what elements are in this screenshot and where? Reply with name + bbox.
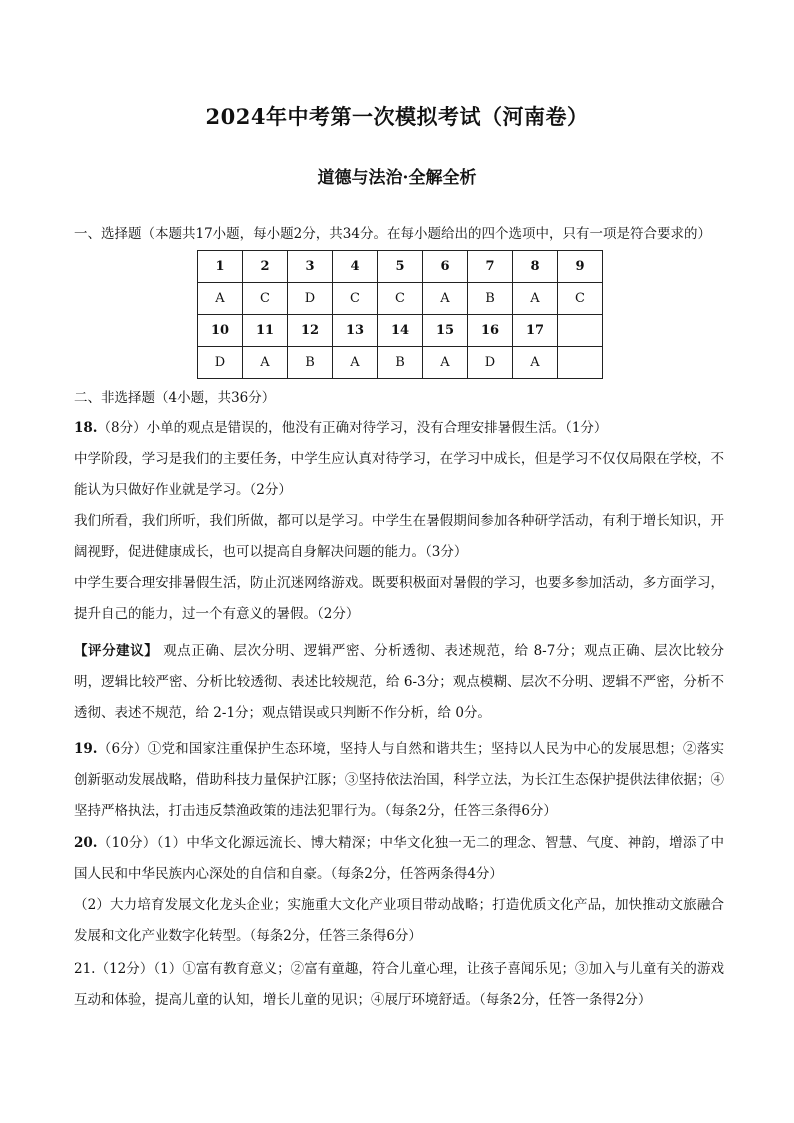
question-20-part-1 bbox=[74, 828, 724, 890]
answer-cell: A bbox=[333, 347, 378, 379]
answer-cell: B bbox=[288, 347, 333, 379]
answer-table-row-numbers-1 bbox=[198, 251, 603, 283]
answer-num: 17 bbox=[513, 315, 558, 347]
scoring-advice-text: 观点正确、层次分明、逻辑严密、分析透彻、表述规范，给 8-7分；观点正确、层次比较分明，逻辑比较严密、分析比较透彻、表述比较规范，给 6-3分；观点模糊、层次不分明、逻辑不严密，分析不透彻、表述不规范，给 2-1分；观点错误或只判断不作分析，给 0分。 bbox=[74, 643, 725, 721]
answer-num: 3 bbox=[288, 251, 333, 283]
section2-heading bbox=[74, 385, 724, 411]
answer-cell: D bbox=[198, 347, 243, 379]
page-title: 2024年中考第一次模拟考试（河南卷） bbox=[205, 104, 589, 129]
question-18-intro-text: （8分）小单的观点是错误的，他没有正确对待学习，没有合理安排暑假生活。（1分） bbox=[97, 420, 608, 436]
answer-cell: A bbox=[198, 283, 243, 315]
answer-num: 13 bbox=[333, 315, 378, 347]
scoring-advice-label: 【评分建议】 bbox=[74, 643, 159, 659]
answer-cell: C bbox=[333, 283, 378, 315]
question-19-number: 19. bbox=[74, 741, 98, 757]
question-18-paragraph-3: 中学生要合理安排暑假生活，防止沉迷网络游戏。既要积极面对暑假的学习，也要多参加活动，多方面学习，提升自己的能力，过一个有意义的暑假。（2分） bbox=[74, 575, 724, 622]
question-19 bbox=[74, 734, 724, 827]
answer-num: 1 bbox=[198, 251, 243, 283]
question-18-paragraph-2: 我们所看，我们所听，我们所做，都可以是学习。中学生在暑假期间参加各种研学活动，有利于增长知识，开阔视野，促进健康成长，也可以提高自身解决问题的能力。（3分） bbox=[74, 513, 724, 560]
answer-num: 10 bbox=[198, 315, 243, 347]
answer-cell: D bbox=[468, 347, 513, 379]
question-21-number: 21. bbox=[74, 961, 96, 977]
question-21 bbox=[74, 954, 724, 1016]
answer-cell: A bbox=[423, 347, 468, 379]
answer-cell: C bbox=[558, 283, 603, 315]
answer-cell: A bbox=[513, 347, 558, 379]
answer-num: 6 bbox=[423, 251, 468, 283]
answer-cell: B bbox=[378, 347, 423, 379]
answer-num: 2 bbox=[243, 251, 288, 283]
question-18-number: 18. bbox=[74, 420, 98, 436]
section1-heading bbox=[74, 221, 724, 247]
section1-heading-text: 一、选择题（本题共17小题，每小题2分，共34分。在每小题给出的四个选项中，只有一项是符合要求的） bbox=[74, 226, 711, 242]
answer-num: 12 bbox=[288, 315, 333, 347]
answer-cell: D bbox=[288, 283, 333, 315]
answer-cell: C bbox=[378, 283, 423, 315]
answer-cell: A bbox=[513, 283, 558, 315]
answer-num-empty bbox=[558, 315, 603, 347]
question-20-part-1-text: （10分）（1）中华文化源远流长、博大精深；中华文化独一无二的理念、智慧、气度、神韵，增添了中国人民和中华民族内心深处的自信和自豪。（每条2分，任答两条得4分） bbox=[74, 835, 724, 882]
answer-num: 15 bbox=[423, 315, 468, 347]
question-21-text: （12分）（1）①富有教育意义；②富有童趣，符合儿童心理，让孩子喜闻乐见；③加入与儿童有关的游戏互动和体验，提高儿童的认知，增长儿童的见识；④展厅环境舒适。（每条2分，任答一条得2分） bbox=[74, 961, 724, 1008]
section2-heading-text: 二、非选择题（4小题，共36分） bbox=[74, 390, 276, 406]
answer-num: 16 bbox=[468, 315, 513, 347]
question-20-part-2: （2）大力培育发展文化龙头企业；实施重大文化产业项目带动战略；打造优质文化产品，加快推动文旅融合发展和文化产业数字化转型。（每条2分，任答三条得6分） bbox=[74, 897, 724, 944]
answer-table-row-answers-2 bbox=[198, 347, 603, 379]
answer-num: 7 bbox=[468, 251, 513, 283]
answer-num: 11 bbox=[243, 315, 288, 347]
answer-num: 14 bbox=[378, 315, 423, 347]
question-18-scoring-advice bbox=[74, 636, 724, 729]
question-20-number: 20. bbox=[74, 835, 98, 851]
answer-num: 8 bbox=[513, 251, 558, 283]
question-19-text: （6分）①党和国家注重保护生态环境，坚持人与自然和谐共生；坚持以人民为中心的发展思想；②落实创新驱动发展战略，借助科技力量保护江豚；③坚持依法治国，科学立法，为长江生态保护提供法律依据；④坚持严格执法，打击违反禁渔政策的违法犯罪行为。（每条2分，任答三条得6分） bbox=[74, 741, 724, 819]
answer-cell: A bbox=[243, 347, 288, 379]
answer-cell: C bbox=[243, 283, 288, 315]
page-subtitle: 道德与法治·全解全析 bbox=[317, 168, 477, 188]
answer-cell: B bbox=[468, 283, 513, 315]
answer-cell-empty bbox=[558, 347, 603, 379]
answer-num: 4 bbox=[333, 251, 378, 283]
answer-num: 9 bbox=[558, 251, 603, 283]
answer-table-row-numbers-2 bbox=[198, 315, 603, 347]
answer-cell: A bbox=[423, 283, 468, 315]
answer-table-row-answers-1 bbox=[198, 283, 603, 315]
answer-table bbox=[197, 250, 603, 379]
question-18-paragraph-1: 中学阶段，学习是我们的主要任务，中学生应认真对待学习，在学习中成长，但是学习不仅仅局限在学校，不能认为只做好作业就是学习。（2分） bbox=[74, 451, 724, 498]
question-18-intro bbox=[74, 413, 724, 444]
answer-num: 5 bbox=[378, 251, 423, 283]
